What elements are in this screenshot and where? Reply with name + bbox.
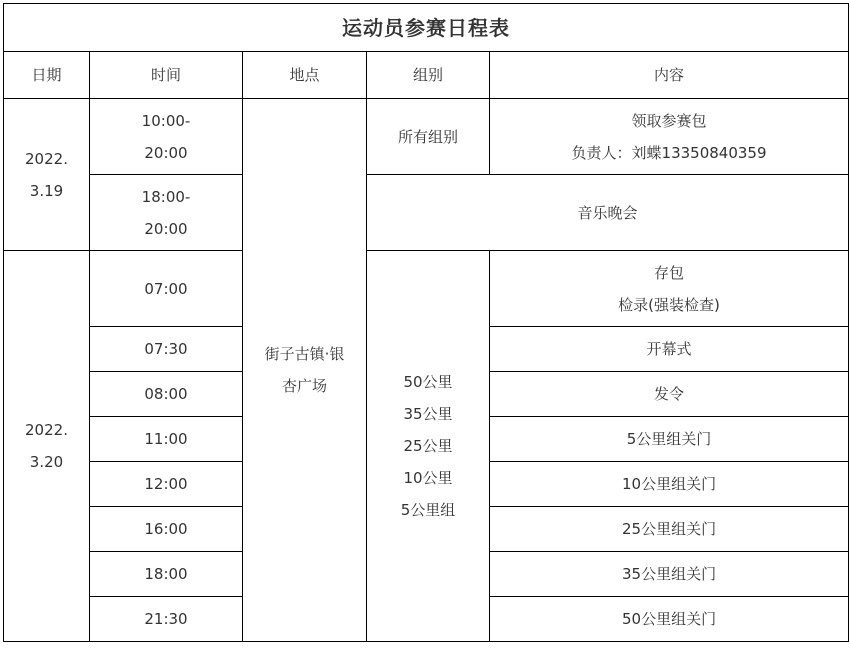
- date-day1-line2: 3.19: [29, 181, 64, 200]
- date-day1-line1: 2022.: [25, 149, 68, 168]
- header-time: 时间: [90, 52, 243, 99]
- table-row: [4, 99, 849, 175]
- group-cell-day1: 所有组别: [367, 99, 490, 175]
- table-row: [4, 251, 849, 327]
- content-cell: 50公里组关门: [490, 597, 849, 642]
- header-content: 内容: [490, 52, 849, 99]
- content-cell: [490, 251, 849, 327]
- time-line2: 20:00: [144, 143, 188, 162]
- schedule-table: [3, 3, 849, 642]
- time-line1: 10:00-: [141, 111, 191, 130]
- time-cell: [90, 99, 243, 175]
- content-line1: 领取参赛包: [631, 111, 707, 130]
- time-line1: 18:00-: [141, 187, 191, 206]
- content-cell: 10公里组关门: [490, 462, 849, 507]
- content-line2: 检录(强装检查): [618, 295, 720, 314]
- content-cell: 5公里组关门: [490, 417, 849, 462]
- header-date: 日期: [4, 52, 90, 99]
- group-item: 50公里: [403, 373, 453, 391]
- place-line2: 杏广场: [281, 377, 327, 395]
- time-line2: 20:00: [144, 219, 188, 238]
- time-cell: 18:00: [90, 552, 243, 597]
- table-row: [4, 175, 849, 251]
- table-title: 运动员参赛日程表: [4, 4, 849, 52]
- content-cell: 发令: [490, 372, 849, 417]
- content-cell: 35公里组关门: [490, 552, 849, 597]
- header-group: 组别: [367, 52, 490, 99]
- time-cell: 07:00: [90, 251, 243, 327]
- place-cell: [243, 99, 367, 642]
- date-day2-line1: 2022.: [25, 421, 68, 439]
- time-cell: 08:00: [90, 372, 243, 417]
- time-cell: 11:00: [90, 417, 243, 462]
- header-place: 地点: [243, 52, 367, 99]
- time-cell: 07:30: [90, 327, 243, 372]
- date-cell-day1: [4, 99, 90, 251]
- place-line1: 街子古镇·银: [264, 345, 345, 363]
- content-line2: 负责人：刘蝶13350840359: [571, 143, 767, 162]
- time-cell: 16:00: [90, 507, 243, 552]
- header-row: [4, 52, 849, 99]
- content-line1: 存包: [654, 263, 685, 282]
- group-item: 10公里: [403, 469, 453, 487]
- group-item: 5公里组: [400, 501, 456, 519]
- content-cell: 开幕式: [490, 327, 849, 372]
- time-cell: 12:00: [90, 462, 243, 507]
- content-cell: 25公里组关门: [490, 507, 849, 552]
- group-cell-day2: [367, 251, 490, 642]
- date-cell-day2: [4, 251, 90, 642]
- date-day2-line2: 3.20: [29, 453, 64, 471]
- content-cell: [490, 99, 849, 175]
- time-cell: [90, 175, 243, 251]
- time-cell: 21:30: [90, 597, 243, 642]
- group-item: 35公里: [403, 405, 453, 423]
- content-cell-music-night: 音乐晚会: [367, 175, 849, 251]
- group-item: 25公里: [403, 437, 453, 455]
